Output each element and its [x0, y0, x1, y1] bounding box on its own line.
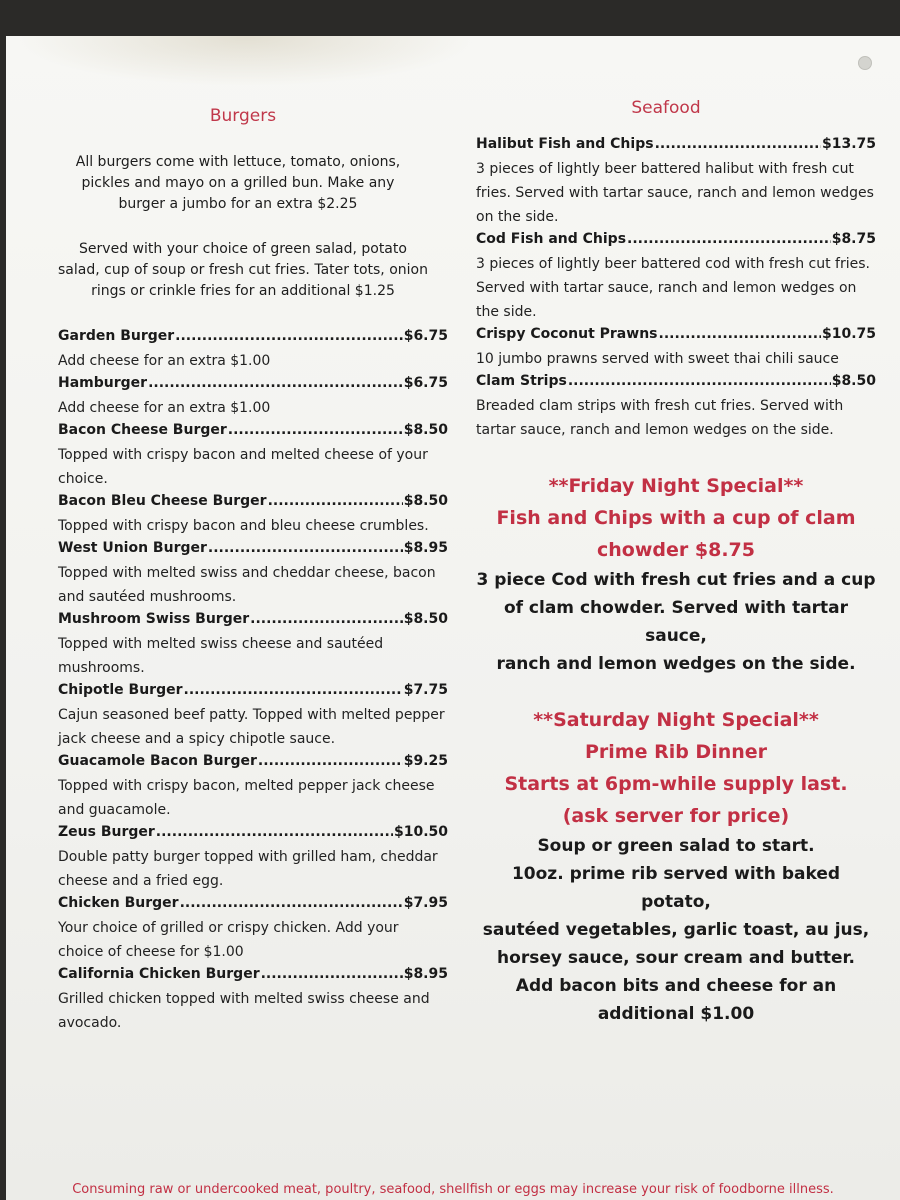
dot-leader	[156, 822, 393, 843]
item-name: Guacamole Bacon Burger	[58, 753, 257, 769]
item-heading	[58, 420, 448, 443]
item-price: $8.50	[403, 611, 448, 627]
item-description: 10 jumbo prawns served with sweet thai chili sauce	[476, 351, 839, 367]
dot-leader	[180, 893, 403, 914]
menu-item	[58, 491, 448, 538]
paper-stain	[16, 36, 476, 86]
saturday-special-title: **Saturday Night Special**	[533, 709, 819, 731]
item-description: Your choice of grilled or crispy chicken. Add your choice of cheese for $1.00	[58, 920, 399, 960]
item-heading	[476, 371, 876, 394]
seafood-list	[476, 134, 876, 442]
item-price: $8.95	[403, 966, 448, 982]
burgers-sides: Served with your choice of green salad, potato salad, cup of soup or fresh cut fries. Tater tots, onion rings or crinkle fries for an additional $1.25	[58, 241, 428, 299]
item-name: Bacon Bleu Cheese Burger	[58, 493, 267, 509]
item-heading	[58, 893, 448, 916]
menu-item	[58, 326, 448, 373]
item-heading	[58, 491, 448, 514]
item-heading	[58, 609, 448, 632]
dot-leader	[184, 680, 403, 701]
friday-special	[476, 470, 876, 678]
saturday-special-desc6: additional $1.00	[597, 1004, 755, 1024]
menu-item	[58, 751, 448, 822]
item-description: Add cheese for an extra $1.00	[58, 400, 271, 416]
item-description: Topped with crispy bacon, melted pepper jack cheese and guacamole.	[58, 778, 435, 818]
dot-leader	[627, 229, 831, 250]
item-name: Cod Fish and Chips	[476, 231, 627, 247]
friday-special-desc3: ranch and lemon wedges on the side.	[496, 654, 856, 674]
item-name: Clam Strips	[476, 373, 567, 389]
friday-special-desc1: 3 piece Cod with fresh cut fries and a cup	[476, 570, 876, 590]
dot-leader	[258, 751, 403, 772]
dot-leader	[250, 609, 403, 630]
saturday-special-line1: Prime Rib Dinner	[584, 741, 768, 763]
item-heading	[58, 326, 448, 349]
food-safety-warning: Consuming raw or undercooked meat, poultry, seafood, shellfish or eggs may increase your risk of foodborne illness.	[72, 1182, 834, 1197]
menu-item	[58, 964, 448, 1035]
item-name: Garden Burger	[58, 328, 175, 344]
item-heading	[58, 538, 448, 561]
item-name: California Chicken Burger	[58, 966, 260, 982]
item-heading	[58, 964, 448, 987]
item-name: Crispy Coconut Prawns	[476, 326, 658, 342]
item-price: $7.75	[403, 682, 448, 698]
item-description: 3 pieces of lightly beer battered cod with fresh cut fries. Served with tartar sauce, ranch and lemon wedges on the side.	[476, 256, 870, 320]
item-name: Halibut Fish and Chips	[476, 136, 654, 152]
menu-item	[58, 373, 448, 420]
burgers-title: Burgers	[209, 106, 277, 126]
saturday-special-line3: (ask server for price)	[562, 805, 790, 827]
menu-item	[58, 609, 448, 680]
item-description: Topped with crispy bacon and bleu cheese crumbles.	[58, 518, 429, 534]
burger-list	[58, 326, 448, 1035]
item-price: $8.50	[403, 422, 448, 438]
menu-item	[476, 229, 876, 324]
item-name: Mushroom Swiss Burger	[58, 611, 250, 627]
item-price: $10.75	[821, 326, 876, 342]
dot-leader	[175, 326, 403, 347]
menu-page	[6, 36, 900, 1200]
menu-item	[476, 134, 876, 229]
dot-leader	[148, 373, 403, 394]
saturday-special	[476, 704, 876, 1028]
item-heading	[58, 751, 448, 774]
saturday-special-desc5: Add bacon bits and cheese for an	[515, 976, 837, 996]
item-price: $9.25	[403, 753, 448, 769]
saturday-special-desc3: sautéed vegetables, garlic toast, au jus,	[482, 920, 870, 940]
item-price: $8.75	[831, 231, 876, 247]
menu-item	[476, 371, 876, 442]
menu-item	[58, 680, 448, 751]
item-heading	[58, 680, 448, 703]
dot-leader	[208, 538, 403, 559]
item-price: $10.50	[393, 824, 448, 840]
dot-leader	[655, 134, 821, 155]
menu-item	[476, 324, 876, 371]
item-heading	[58, 373, 448, 396]
item-price: $8.50	[403, 493, 448, 509]
item-price: $6.75	[403, 375, 448, 391]
item-heading	[476, 229, 876, 252]
dot-leader	[568, 371, 831, 392]
item-price: $7.95	[403, 895, 448, 911]
friday-special-line1: Fish and Chips with a cup of clam	[496, 507, 856, 529]
dot-leader	[268, 491, 403, 512]
item-description: Cajun seasoned beef patty. Topped with melted pepper jack cheese and a spicy chipotle sauce.	[58, 707, 445, 747]
dot-leader	[228, 420, 403, 441]
menu-item	[58, 822, 448, 893]
item-description: Topped with melted swiss cheese and sautéed mushrooms.	[58, 636, 384, 676]
dot-leader	[261, 964, 403, 985]
item-name: Hamburger	[58, 375, 148, 391]
menu-item	[58, 420, 448, 491]
dot-leader	[659, 324, 821, 345]
saturday-special-line2: Starts at 6pm-while supply last.	[504, 773, 848, 795]
item-description: Topped with crispy bacon and melted cheese of your choice.	[58, 447, 428, 487]
item-description: Grilled chicken topped with melted swiss cheese and avocado.	[58, 991, 430, 1031]
item-heading	[476, 324, 876, 347]
item-heading	[58, 822, 448, 845]
burgers-intro: All burgers come with lettuce, tomato, onions, pickles and mayo on a grilled bun. Make any burger a jumbo for an extra $2.25	[75, 154, 401, 212]
item-description: 3 pieces of lightly beer battered halibut with fresh cut fries. Served with tartar sauce, ranch and lemon wedges on the side.	[476, 161, 874, 225]
item-description: Topped with melted swiss and cheddar cheese, bacon and sautéed mushrooms.	[58, 565, 436, 605]
menu-item	[58, 893, 448, 964]
saturday-special-desc1: Soup or green salad to start.	[537, 836, 815, 856]
menu-item	[58, 538, 448, 609]
friday-special-title: **Friday Night Special**	[548, 475, 804, 497]
punch-hole	[858, 56, 872, 70]
item-price: $6.75	[403, 328, 448, 344]
item-name: Zeus Burger	[58, 824, 155, 840]
saturday-special-desc4: horsey sauce, sour cream and butter.	[497, 948, 855, 968]
item-name: Chicken Burger	[58, 895, 179, 911]
friday-special-line2: chowder $8.75	[597, 539, 755, 561]
saturday-special-desc2: 10oz. prime rib served with baked potato,	[511, 864, 841, 912]
item-price: $13.75	[821, 136, 876, 152]
item-price: $8.95	[403, 540, 448, 556]
seafood-title: Seafood	[631, 98, 701, 118]
friday-special-desc2: of clam chowder. Served with tartar sauce,	[503, 598, 849, 646]
item-heading	[476, 134, 876, 157]
item-name: West Union Burger	[58, 540, 207, 556]
item-name: Bacon Cheese Burger	[58, 422, 227, 438]
item-price: $8.50	[831, 373, 876, 389]
item-name: Chipotle Burger	[58, 682, 183, 698]
burgers-section	[58, 106, 448, 1035]
item-description: Double patty burger topped with grilled ham, cheddar cheese and a fried egg.	[58, 849, 438, 889]
seafood-section	[476, 98, 876, 1028]
item-description: Add cheese for an extra $1.00	[58, 353, 271, 369]
item-description: Breaded clam strips with fresh cut fries. Served with tartar sauce, ranch and lemon wedges on the side.	[476, 398, 844, 438]
